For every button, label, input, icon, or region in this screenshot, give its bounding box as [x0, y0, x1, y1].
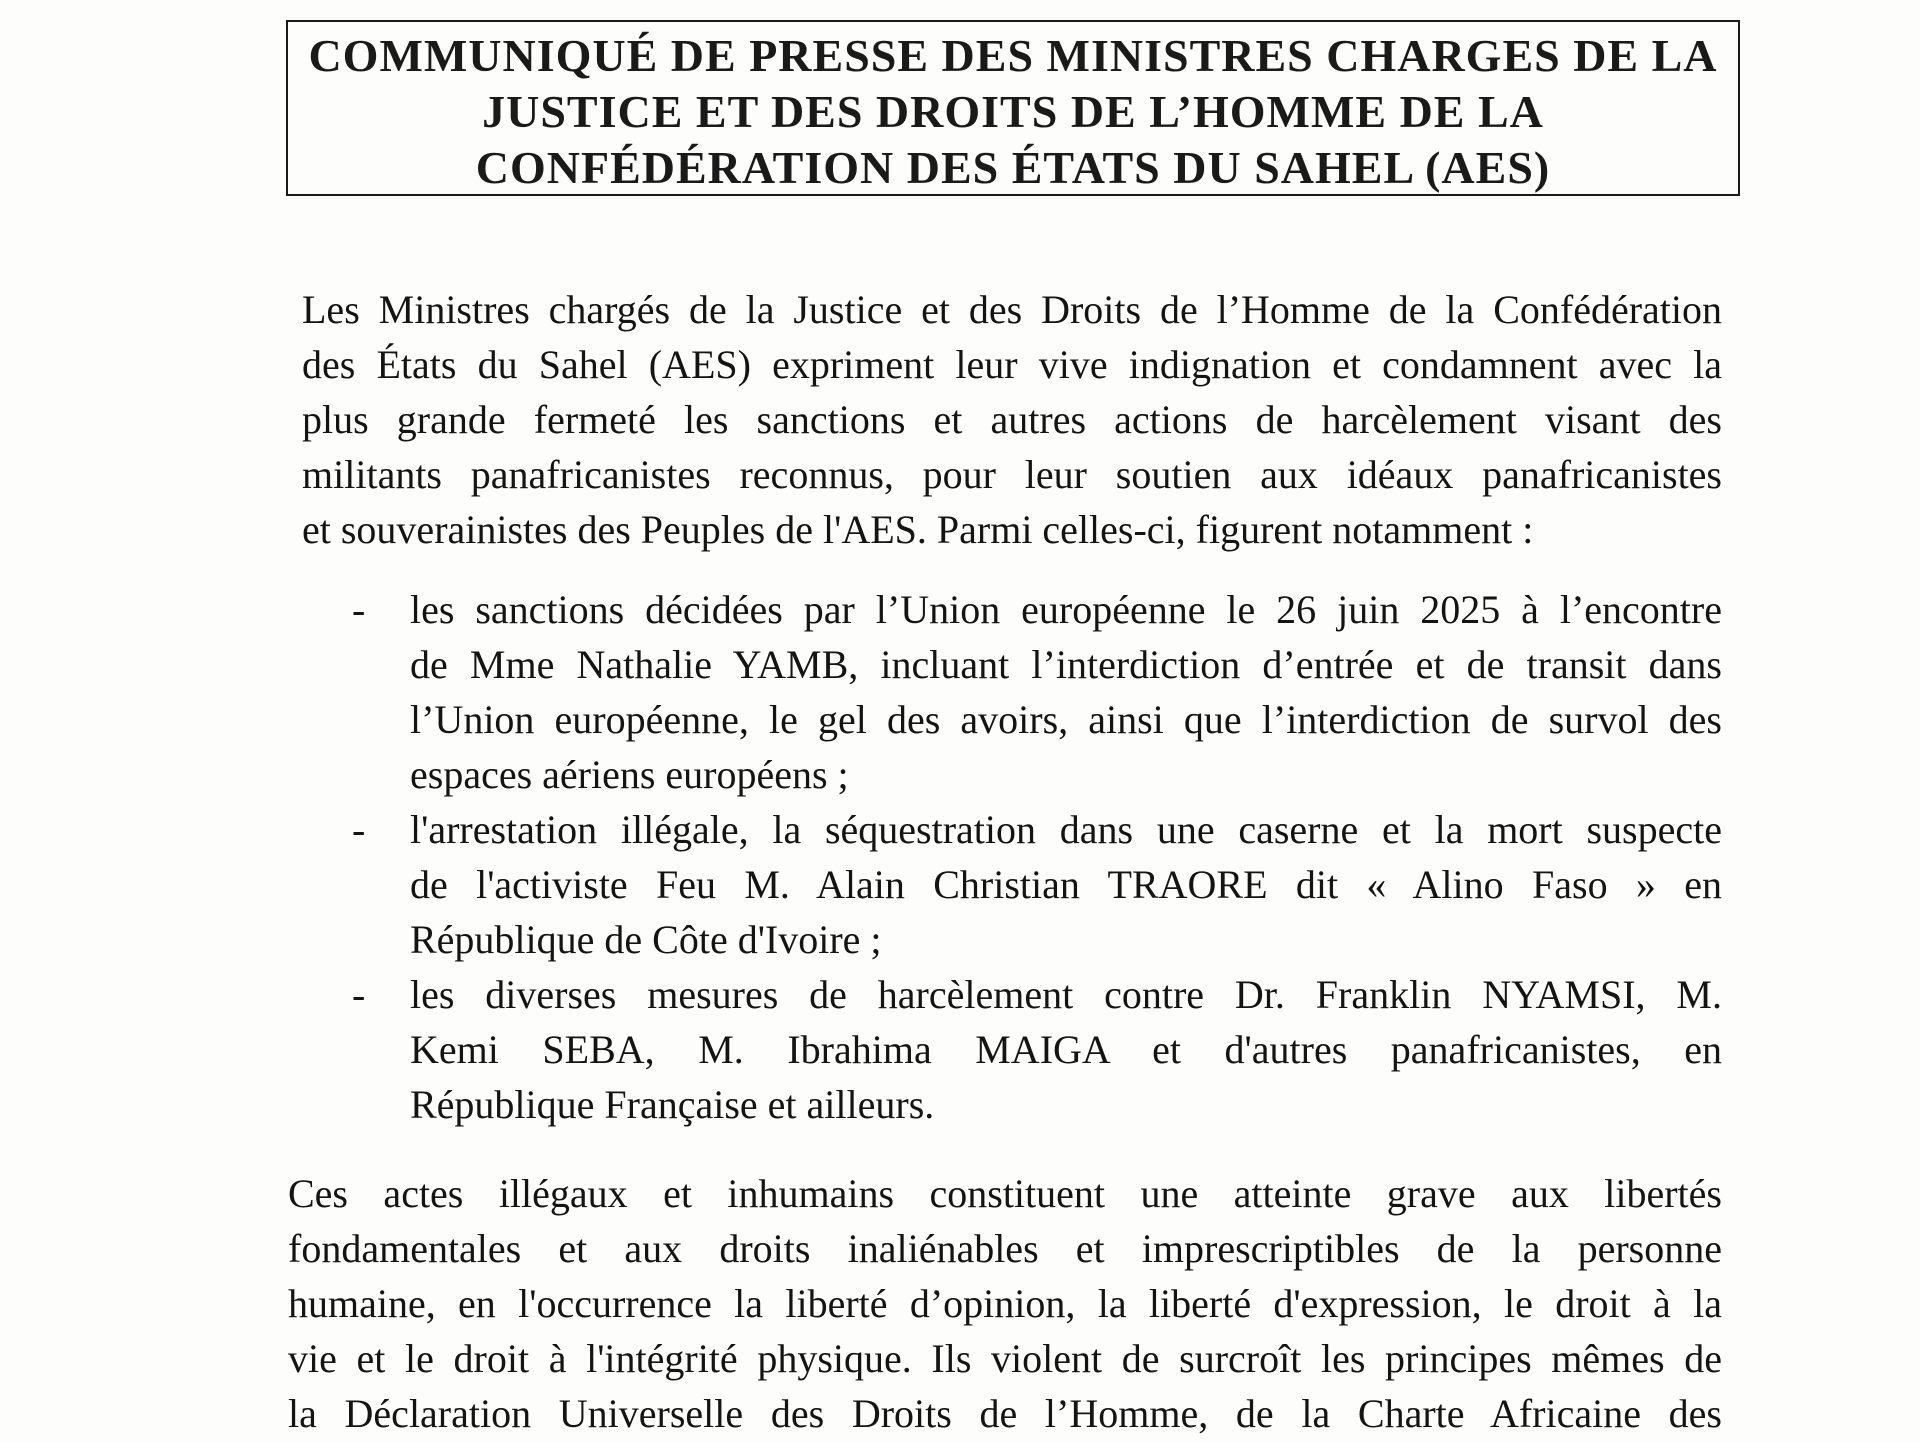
- closing-line: la Déclaration Universelle des Droits de l’Homme, de la Charte Africaine des: [288, 1391, 1722, 1436]
- document-title-line: CONFÉDÉRATION DES ÉTATS DU SAHEL (AES): [475, 142, 1551, 193]
- sanctions-list: [302, 582, 1722, 1132]
- intro-paragraph: [302, 282, 1722, 557]
- list-item-line: l'arrestation illégale, la séquestration dans une caserne et la mort suspecte: [410, 807, 1722, 852]
- intro-line: des États du Sahel (AES) expriment leur vive indignation et condamnent avec la: [302, 342, 1722, 387]
- list-item-line: République de Côte d'Ivoire ;: [410, 917, 882, 962]
- document-title-box: [286, 20, 1740, 196]
- intro-line: militants panafricanistes reconnus, pour leur soutien aux idéaux panafricanistes: [302, 452, 1722, 497]
- list-item: [302, 582, 1722, 802]
- document-title-line: COMMUNIQUÉ DE PRESSE DES MINISTRES CHARGES DE LA: [308, 30, 1718, 81]
- list-item: [302, 802, 1722, 967]
- list-item-line: de Mme Nathalie YAMB, incluant l’interdiction d’entrée et de transit dans: [410, 642, 1722, 687]
- list-item-line: les diverses mesures de harcèlement contre Dr. Franklin NYAMSI, M.: [410, 972, 1722, 1017]
- bullet-marker: -: [352, 972, 366, 1017]
- list-item-line: République Française et ailleurs.: [410, 1082, 935, 1127]
- list-item-line: Kemi SEBA, M. Ibrahima MAIGA et d'autres panafricanistes, en: [410, 1027, 1722, 1072]
- bullet-marker: -: [352, 587, 366, 632]
- bullet-marker: -: [352, 807, 366, 852]
- intro-line: plus grande fermeté les sanctions et autres actions de harcèlement visant des: [302, 397, 1722, 442]
- list-item-line: l’Union européenne, le gel des avoirs, ainsi que l’interdiction de survol des: [410, 697, 1722, 742]
- list-item-line: les sanctions décidées par l’Union européenne le 26 juin 2025 à l’encontre: [410, 587, 1722, 632]
- intro-line: et souverainistes des Peuples de l'AES. Parmi celles-ci, figurent notamment :: [302, 507, 1534, 552]
- closing-line: fondamentales et aux droits inaliénables et imprescriptibles de la personne: [288, 1226, 1722, 1271]
- document-title-line: JUSTICE ET DES DROITS DE L’HOMME DE LA: [482, 86, 1544, 137]
- list-item: [302, 967, 1722, 1132]
- intro-line: Les Ministres chargés de la Justice et des Droits de l’Homme de la Confédération: [302, 287, 1722, 332]
- list-item-line: espaces aériens européens ;: [410, 752, 849, 797]
- closing-line: vie et le droit à l'intégrité physique. Ils violent de surcroît les principes mêmes de: [288, 1336, 1722, 1381]
- closing-line: Ces actes illégaux et inhumains constituent une atteinte grave aux libertés: [288, 1171, 1722, 1216]
- list-item-line: de l'activiste Feu M. Alain Christian TRAORE dit « Alino Faso » en: [410, 862, 1722, 907]
- closing-line: humaine, en l'occurrence la liberté d’opinion, la liberté d'expression, le droit à la: [288, 1281, 1722, 1326]
- closing-paragraph: [288, 1166, 1722, 1441]
